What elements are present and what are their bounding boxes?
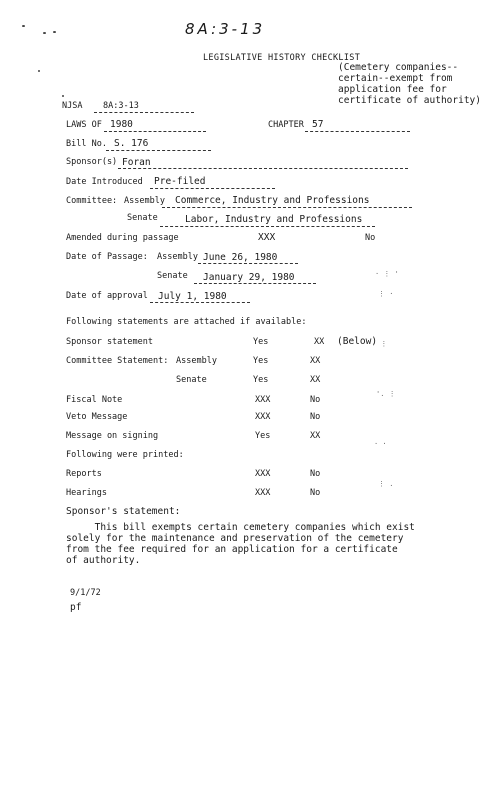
passage-senate-line (194, 283, 316, 284)
committee-assembly-line (162, 207, 412, 208)
statement-label: Sponsor statement (66, 337, 153, 347)
printed-yes: XXX (255, 488, 271, 498)
amended-label: Amended during passage (66, 233, 179, 243)
date-introduced-line (150, 188, 275, 189)
speck (38, 70, 40, 72)
statement-label: Veto Message (66, 412, 128, 422)
handwritten-id: 8A:3-13 (185, 20, 266, 38)
passage-label: Date of Passage: (66, 252, 148, 262)
printed-no: No (310, 469, 321, 479)
statement-extra: (Below) (337, 336, 378, 347)
committee-assembly-label: Assembly (124, 196, 165, 206)
bill-no-value: S. 176 (114, 138, 149, 149)
passage-assembly-line (198, 263, 298, 264)
statement-no: No (310, 412, 321, 422)
committee-senate-label: Senate (127, 213, 158, 223)
passage-senate-label: Senate (157, 271, 188, 281)
statement-yes: XXX (255, 412, 271, 422)
margin-mark: · ⋮ ' (375, 270, 399, 278)
statement-yes: XXX (255, 395, 271, 405)
committee-senate-line (160, 226, 375, 227)
statement-no: XX (310, 356, 321, 366)
laws-of-line (104, 131, 206, 132)
amended-no: No (365, 233, 376, 243)
statement-sub: Assembly (176, 356, 217, 366)
footer-date: 9/1/72 (70, 588, 101, 598)
footer-initials: pf (70, 602, 82, 613)
side-note: (Cemetery companies-- certain--exempt from application fee for certificate of authority) (338, 62, 481, 106)
margin-mark: · · (374, 440, 387, 448)
committee-assembly-value: Commerce, Industry and Professions (175, 195, 370, 206)
margin-mark: ⋮ . (378, 480, 394, 488)
printed-label: Hearings (66, 488, 107, 498)
committee-senate-value: Labor, Industry and Professions (185, 214, 363, 225)
chapter-line (305, 131, 410, 132)
statement-no: XX (314, 337, 325, 347)
date-introduced-value: Pre-filed (154, 176, 206, 187)
amended-mark: XXX (258, 232, 276, 243)
chapter-value: 57 (312, 119, 324, 130)
statement-yes: Yes (253, 375, 269, 385)
attached-heading: Following statements are attached if available: (66, 317, 307, 327)
statement-label: Message on signing (66, 431, 159, 441)
statement-yes: Yes (253, 356, 269, 366)
statement-yes: Yes (253, 337, 269, 347)
sponsor-statement-heading: Sponsor's statement: (66, 506, 181, 517)
passage-assembly-label: Assembly (157, 252, 198, 262)
laws-of-value: 1980 (110, 119, 133, 130)
printed-yes: XXX (255, 469, 271, 479)
bill-no-line (106, 150, 211, 151)
printed-label: Reports (66, 469, 102, 479)
margin-mark: '. ⋮ (376, 390, 396, 398)
printed-heading: Following were printed: (66, 450, 184, 460)
committee-label: Committee: (66, 196, 118, 206)
statement-sub: Senate (176, 375, 207, 385)
njsa-line (94, 112, 194, 113)
margin-mark: · ⋮ (372, 340, 388, 348)
approval-label: Date of approval (66, 291, 148, 301)
passage-senate-value: January 29, 1980 (203, 272, 295, 283)
speck (62, 95, 64, 97)
passage-assembly-value: June 26, 1980 (203, 252, 278, 263)
page-title: LEGISLATIVE HISTORY CHECKLIST (203, 53, 361, 63)
njsa-label: NJSA (62, 101, 83, 111)
sponsors-value: Foran (122, 157, 151, 168)
speck (43, 32, 46, 34)
sponsor-statement-text: This bill exempts certain cemetery companies which exist solely for the maintenance and preservation of the cemetery from the fee required for an application for a certificate of authority. (66, 522, 415, 566)
statement-no: XX (310, 431, 321, 441)
sponsors-label: Sponsor(s) (66, 157, 118, 167)
speck (22, 25, 25, 27)
margin-mark: ⋮ · (378, 290, 394, 298)
speck (53, 31, 56, 33)
statement-label: Committee Statement: (66, 356, 169, 366)
printed-no: No (310, 488, 321, 498)
statement-yes: Yes (255, 431, 271, 441)
chapter-label: CHAPTER (268, 120, 304, 130)
sponsors-line (118, 168, 408, 169)
statement-no: XX (310, 375, 321, 385)
laws-of-label: LAWS OF (66, 120, 102, 130)
bill-no-label: Bill No. (66, 139, 107, 149)
date-introduced-label: Date Introduced (66, 177, 143, 187)
approval-line (150, 302, 250, 303)
statement-label: Fiscal Note (66, 395, 123, 405)
approval-value: July 1, 1980 (158, 291, 227, 302)
statement-no: No (310, 395, 321, 405)
njsa-value: 8A:3-13 (103, 101, 139, 111)
